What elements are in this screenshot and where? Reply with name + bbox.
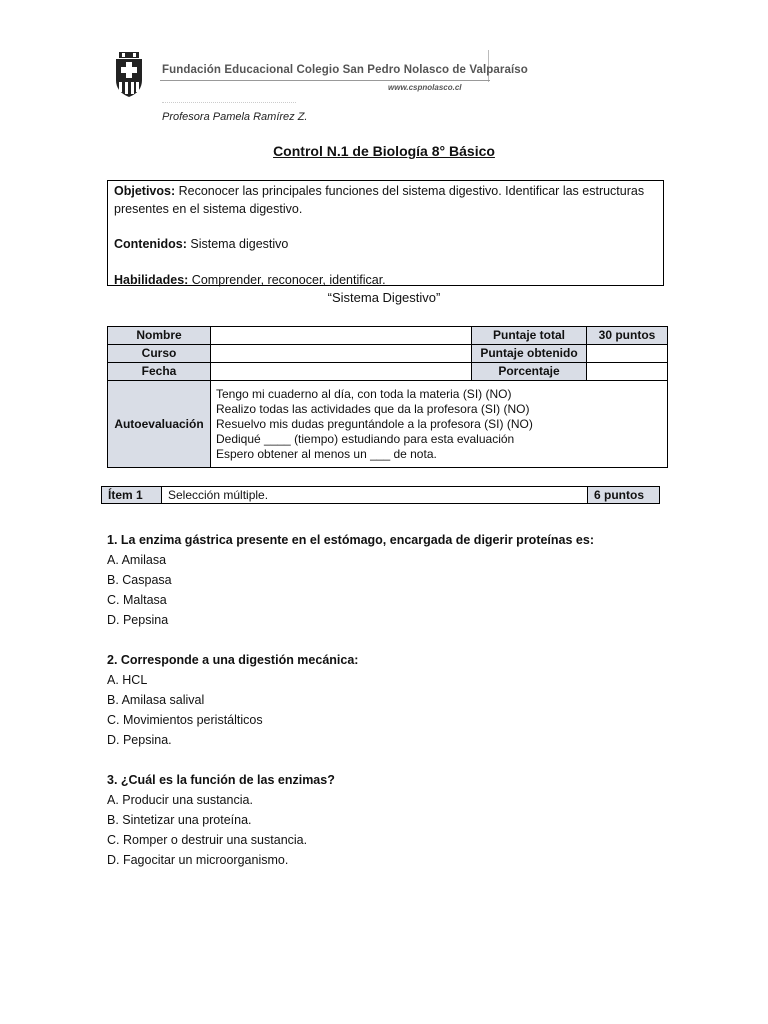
- table-row: [108, 345, 668, 363]
- answer-option: A. Producir una sustancia.: [107, 793, 253, 807]
- question-2: [107, 650, 707, 750]
- section-subtitle: “Sistema Digestivo”: [327, 290, 441, 305]
- scan-artifact: [162, 96, 296, 103]
- habilidades-label: Habilidades:: [114, 272, 189, 287]
- answer-option: B. Amilasa salival: [107, 693, 205, 707]
- table-row: [108, 363, 668, 381]
- teacher-name: Profesora Pamela Ramírez Z.: [162, 111, 308, 123]
- porcentaje-field[interactable]: [587, 363, 668, 381]
- question-1: [107, 530, 707, 630]
- questions-section: [107, 530, 707, 890]
- objectives-box: [107, 180, 664, 286]
- answer-option: D. Fagocitar un microorganismo.: [107, 853, 289, 867]
- question-stem: 3. ¿Cuál es la función de las enzimas?: [107, 773, 335, 787]
- nombre-field[interactable]: [211, 327, 472, 345]
- student-info-table: [107, 326, 668, 468]
- puntaje-total-value: 30 puntos: [587, 327, 668, 345]
- fecha-field[interactable]: [211, 363, 472, 381]
- objetivos-line: [114, 183, 657, 218]
- nombre-label: Nombre: [108, 327, 211, 345]
- item-type: Selección múltiple.: [162, 487, 588, 504]
- self-evaluation-list: [211, 381, 668, 468]
- item-header-table: [101, 486, 660, 504]
- answer-option: D. Pepsina: [107, 613, 169, 627]
- answer-option: D. Pepsina.: [107, 733, 172, 747]
- school-crest-logo: [114, 52, 144, 98]
- self-eval-item: Dediqué ____ (tiempo) estudiando para esta evaluación: [216, 431, 515, 446]
- answer-option: A. HCL: [107, 673, 148, 687]
- question-3: [107, 770, 707, 870]
- table-row: [102, 487, 660, 504]
- puntaje-obtenido-field[interactable]: [587, 345, 668, 363]
- habilidades-text: Comprender, reconocer, identificar.: [188, 272, 386, 287]
- autoevaluacion-label: Autoevaluación: [108, 381, 211, 468]
- question-stem: 2. Corresponde a una digestión mecánica:: [107, 653, 359, 667]
- institution-name: Fundación Educacional Colegio San Pedro Nolasco de Valparaíso: [162, 64, 528, 76]
- answer-option: C. Movimientos peristálticos: [107, 713, 263, 727]
- contenidos-label: Contenidos:: [114, 237, 187, 251]
- objetivos-label: Objetivos:: [114, 184, 176, 198]
- page-title: Control N.1 de Biología 8° Básico: [273, 143, 495, 159]
- self-eval-item: Resuelvo mis dudas preguntándole a la profesora (SI) (NO): [216, 416, 533, 431]
- habilidades-line: [114, 272, 657, 290]
- answer-option: C. Romper o destruir una sustancia.: [107, 833, 308, 847]
- puntaje-obtenido-label: Puntaje obtenido: [472, 345, 587, 363]
- contenidos-line: [114, 236, 657, 254]
- puntaje-total-label: Puntaje total: [472, 327, 587, 345]
- answer-option: B. Caspasa: [107, 573, 172, 587]
- item-label: Ítem 1: [102, 487, 162, 504]
- objetivos-text: Reconocer las principales funciones del sistema digestivo. Identificar las estructuras presentes en el sistema digestivo.: [114, 184, 645, 216]
- porcentaje-label: Porcentaje: [472, 363, 587, 381]
- answer-option: B. Sintetizar una proteína.: [107, 813, 252, 827]
- curso-field[interactable]: [211, 345, 472, 363]
- institution-website: www.cspnolasco.cl: [388, 83, 462, 92]
- self-eval-item: Realizo todas las actividades que da la profesora (SI) (NO): [216, 401, 530, 416]
- item-points: 6 puntos: [588, 487, 660, 504]
- self-eval-item: Tengo mi cuaderno al día, con toda la materia (SI) (NO): [216, 386, 512, 401]
- contenidos-text: Sistema digestivo: [186, 237, 289, 251]
- self-eval-item: Espero obtener al menos un ___ de nota.: [216, 446, 437, 461]
- question-stem: 1. La enzima gástrica presente en el estómago, encargada de digerir proteínas es:: [107, 533, 594, 547]
- curso-label: Curso: [108, 345, 211, 363]
- answer-option: C. Maltasa: [107, 593, 167, 607]
- fecha-label: Fecha: [108, 363, 211, 381]
- header-divider: [160, 80, 490, 81]
- table-row: [108, 327, 668, 345]
- answer-option: A. Amilasa: [107, 553, 167, 567]
- table-row: [108, 381, 668, 468]
